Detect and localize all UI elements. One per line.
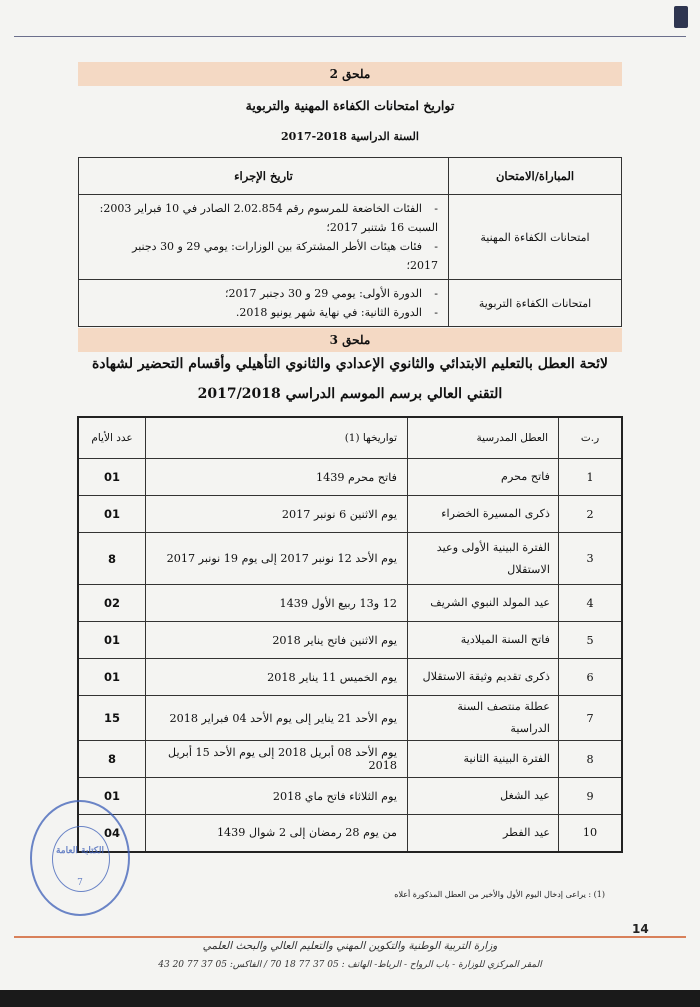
official-stamp: [30, 800, 130, 916]
row-number-cell: 4: [559, 585, 623, 622]
exam-dates-table: [78, 157, 622, 327]
holiday-days-cell: 01: [78, 496, 146, 533]
holiday-date-cell: يوم الأحد 12 نونبر 2017 إلى يوم 19 نونبر 2017: [146, 533, 408, 585]
footer-address: المقر المركزي للوزارة - باب الرواح - الرباط- الهاتف : 05 37 77 18 70 / الفاكس: 05 37 77 20 43: [158, 960, 542, 970]
table-row: [79, 280, 622, 327]
table-row: [78, 696, 622, 741]
page-number: 14: [632, 922, 649, 936]
top-rule: [14, 36, 686, 37]
holiday-date-cell: يوم الاثنين 6 نونبر 2017: [146, 496, 408, 533]
table-row: [78, 659, 622, 696]
header-date: تاريخ الإجراء: [79, 158, 449, 195]
holiday-days-cell: 15: [78, 696, 146, 741]
holiday-days-cell: 01: [78, 659, 146, 696]
table-row: [78, 459, 622, 496]
row-number-cell: 5: [559, 622, 623, 659]
header-days: عدد الأيام: [78, 417, 146, 459]
row-number-cell: 7: [559, 696, 623, 741]
footer-ministry: وزارة التربية الوطنية والتكوين المهني والتعليم العالي والبحث العلمي: [202, 940, 498, 952]
header-holiday: العطل المدرسية: [408, 417, 559, 459]
exam-dates-cell: [79, 195, 449, 280]
corner-mark: [674, 6, 688, 28]
annex3-title-line2: التقني العالي برسم الموسم الدراسي 2017/2018: [197, 386, 503, 402]
row-number-cell: 3: [559, 533, 623, 585]
holiday-name-cell: ذكرى المسيرة الخضراء: [408, 496, 559, 533]
exam-dates-cell: [79, 280, 449, 327]
date-item: - الفئات الخاضعة للمرسوم رقم 2.02.854 الصادر في 10 فبراير 2003: السبت 16 شتنبر 2017؛: [99, 199, 438, 237]
row-number-cell: 1: [559, 459, 623, 496]
holiday-date-cell: فاتح محرم 1439: [146, 459, 408, 496]
holiday-date-cell: من يوم 28 رمضان إلى 2 شوال 1439: [146, 815, 408, 852]
holiday-date-cell: يوم الخميس 11 يناير 2018: [146, 659, 408, 696]
table-row: [78, 533, 622, 585]
row-number-cell: 2: [559, 496, 623, 533]
holiday-days-cell: 01: [78, 622, 146, 659]
exam-name-cell: امتحانات الكفاءة التربوية: [449, 280, 622, 327]
table-header-row: [78, 417, 622, 459]
footer-rule: [14, 936, 686, 938]
holiday-days-cell: 8: [78, 741, 146, 778]
holiday-date-cell: يوم الاثنين فاتح يناير 2018: [146, 622, 408, 659]
stamp-text: الكتابة العامة: [55, 846, 105, 856]
holiday-name-cell: عيد الشغل: [408, 778, 559, 815]
date-item: - فئات هيئات الأطر المشتركة بين الوزارات: يومي 29 و 30 دجنبر 2017؛: [99, 237, 438, 275]
table-row: [78, 585, 622, 622]
header-exam: المباراة/الامتحان: [449, 158, 622, 195]
header-dates: تواريخها (1): [146, 417, 408, 459]
holiday-name-cell: الفترة البينية الأولى وعيد الاستقلال: [408, 533, 559, 585]
holiday-name-cell: فاتح السنة الميلادية: [408, 622, 559, 659]
holiday-days-cell: 04: [78, 815, 146, 852]
annex2-label: ملحق 2: [78, 62, 622, 86]
table-row: [78, 622, 622, 659]
annex2-title: تواريخ امتحانات الكفاءة المهنية والتربوية: [245, 98, 455, 113]
annex2-year: السنة الدراسية 2018-2017: [281, 130, 419, 143]
holiday-date-cell: 12 و13 ربيع الأول 1439: [146, 585, 408, 622]
row-number-cell: 8: [559, 741, 623, 778]
table-row: [78, 778, 622, 815]
table-row: [78, 815, 622, 852]
date-item: - الدورة الثانية: في نهاية شهر يونيو 2018.: [99, 303, 438, 322]
table-row: [78, 741, 622, 778]
holiday-days-cell: 01: [78, 459, 146, 496]
stamp-digit: 7: [77, 878, 83, 888]
date-item: - الدورة الأولى: يومي 29 و 30 دجنبر 2017؛: [99, 284, 438, 303]
holidays-table: [77, 416, 623, 853]
table-row: [79, 195, 622, 280]
footnote: (1) : يراعى إدخال اليوم الأول والأخير من العطل المذكورة أعلاه: [394, 890, 605, 899]
table-row: [78, 496, 622, 533]
holiday-date-cell: يوم الثلاثاء فاتح ماي 2018: [146, 778, 408, 815]
row-number-cell: 9: [559, 778, 623, 815]
table-header-row: [79, 158, 622, 195]
holiday-name-cell: عيد الفطر: [408, 815, 559, 852]
holiday-date-cell: يوم الأحد 08 أبريل 2018 إلى يوم الأحد 15 أبريل 2018: [146, 741, 408, 778]
holiday-name-cell: الفترة البينية الثانية: [408, 741, 559, 778]
exam-name-cell: امتحانات الكفاءة المهنية: [449, 195, 622, 280]
holiday-name-cell: عطلة منتصف السنة الدراسية: [408, 696, 559, 741]
holiday-days-cell: 01: [78, 778, 146, 815]
annex3-title-line1: لائحة العطل بالتعليم الابتدائي والثانوي الإعدادي والثانوي التأهيلي وأقسام التحضير لشهادة: [91, 356, 609, 372]
holiday-name-cell: عيد المولد النبوي الشريف: [408, 585, 559, 622]
row-number-cell: 6: [559, 659, 623, 696]
holiday-name-cell: فاتح محرم: [408, 459, 559, 496]
annex3-label: ملحق 3: [78, 328, 622, 352]
holiday-date-cell: يوم الأحد 21 يناير إلى يوم الأحد 04 فبراير 2018: [146, 696, 408, 741]
header-num: ر.ت: [559, 417, 623, 459]
holiday-days-cell: 02: [78, 585, 146, 622]
row-number-cell: 10: [559, 815, 623, 852]
holiday-name-cell: ذكرى تقديم وثيقة الاستقلال: [408, 659, 559, 696]
holiday-days-cell: 8: [78, 533, 146, 585]
